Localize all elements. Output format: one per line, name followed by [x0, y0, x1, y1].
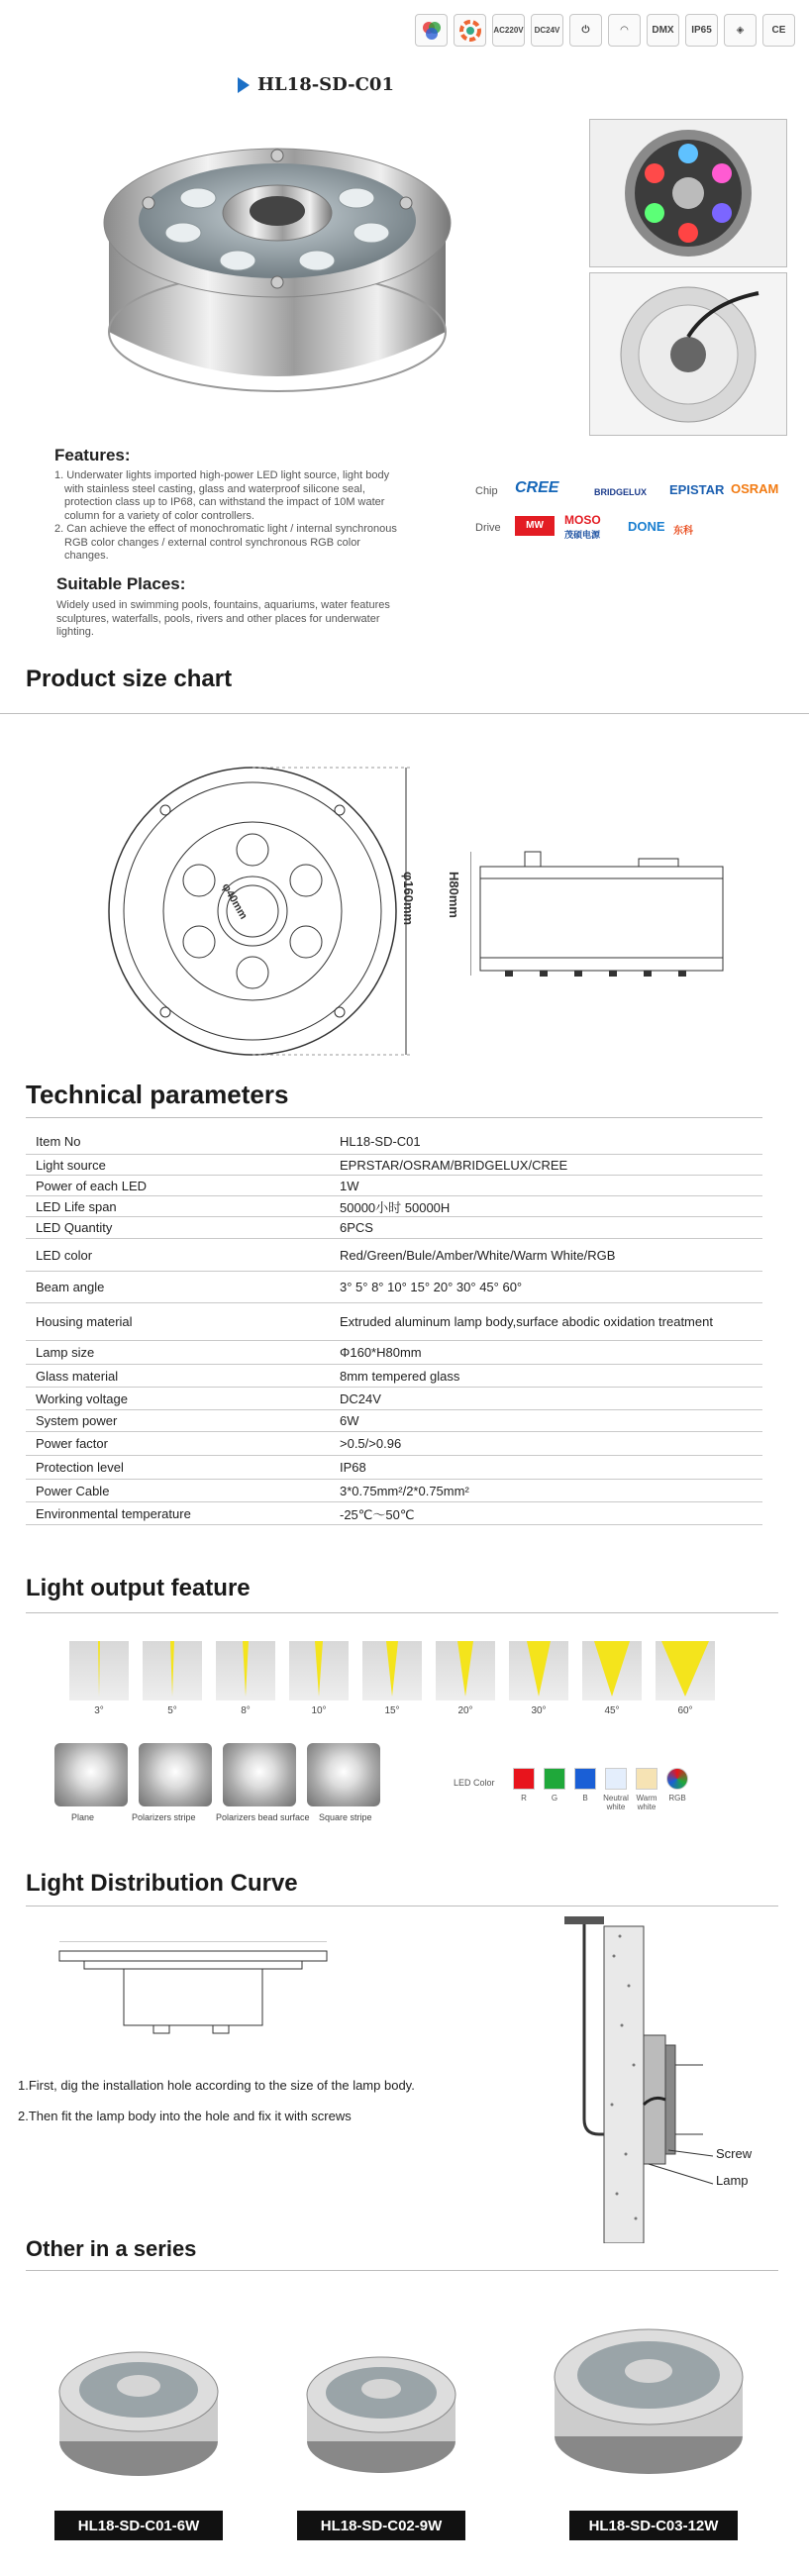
table-row: Lamp size Φ160*H80mm — [26, 1341, 762, 1365]
table-row: Housing material Extruded aluminum lamp body,surface abodic oxidation treatment — [26, 1303, 762, 1341]
lens-polarizers-bead — [223, 1743, 296, 1806]
dc24v-icon: DC24V — [531, 14, 563, 47]
table-row: LED Life span 50000小时 50000H — [26, 1196, 762, 1217]
done-cn-label: 东科 — [673, 526, 693, 537]
table-row: Light source EPRSTAR/OSRAM/BRIDGELUX/CREE — [26, 1155, 762, 1176]
screw-label: Screw — [716, 2146, 753, 2161]
beam-sample — [582, 1641, 642, 1700]
lens-label: Polarizers stripe — [132, 1812, 196, 1822]
certification-icon-strip — [415, 14, 795, 47]
color-swatch-label: Neutral white — [603, 1794, 629, 1811]
moso-cn-label: 茂硕电源 — [564, 530, 601, 540]
cree-logo: CREE — [515, 479, 559, 496]
series-photo-3 — [550, 2308, 748, 2486]
power-icon: ⏻ — [569, 14, 602, 47]
height-label: H80mm — [447, 872, 461, 918]
chip-label: Chip — [475, 485, 498, 497]
install-step-2: 2.Then fit the lamp body into the hole and fix it with screws — [18, 2109, 352, 2123]
beam-angle-label: 20° — [457, 1705, 473, 1716]
table-row: Protection level IP68 — [26, 1456, 762, 1480]
features-heading: Features: — [54, 446, 131, 464]
beam-angle-label: 3° — [94, 1705, 104, 1716]
beam-angle-label: 15° — [384, 1705, 400, 1716]
lens-label: Square stripe — [319, 1812, 372, 1822]
color-swatch — [544, 1768, 565, 1790]
beam-angle-label: 8° — [241, 1705, 251, 1716]
beam-angle-label: 45° — [604, 1705, 620, 1716]
color-wheel-icon — [454, 14, 486, 47]
table-row: LED color Red/Green/Bule/Amber/White/Warm White/RGB — [26, 1239, 762, 1272]
size-chart-title: Product size chart — [26, 666, 233, 692]
triangle-icon — [238, 77, 250, 93]
table-row: Item No HL18-SD-C01 — [26, 1129, 762, 1155]
led-color-label: LED Color — [454, 1778, 495, 1788]
series-photo-2 — [302, 2327, 460, 2486]
beam-sample — [509, 1641, 568, 1700]
distribution-title: Light Distribution Curve — [26, 1870, 298, 1897]
back-photo — [589, 272, 787, 436]
inner-diameter-label: φ40mm — [219, 881, 250, 922]
lens-polarizers-stripe — [139, 1743, 212, 1806]
spec-table — [26, 1129, 762, 1525]
suitable-text: Widely used in swimming pools, fountains, aquariums, water features sculptures, waterfalls, pools, rivers and other places for underwater lighting. — [56, 599, 390, 638]
meanwell-logo: MW — [515, 516, 555, 536]
ac220v-icon: AC220V — [492, 14, 525, 47]
beam-sample — [289, 1641, 349, 1700]
beam-sample — [69, 1641, 129, 1700]
epistar-logo: EPISTAR — [669, 482, 725, 497]
product-title: HL18-SD-C01 — [238, 74, 394, 95]
table-row: Power Cable 3*0.75mm²/2*0.75mm² — [26, 1480, 762, 1502]
beam-sample — [143, 1641, 202, 1700]
color-swatch-label: R — [521, 1794, 527, 1803]
lens-label: Plane — [71, 1812, 95, 1822]
series-title: Other in a series — [26, 2236, 197, 2261]
size-top-view — [104, 763, 431, 1060]
table-row: System power 6W — [26, 1410, 762, 1432]
divider — [0, 713, 809, 714]
install-diagram — [54, 1941, 332, 2040]
color-swatch-label: G — [551, 1794, 558, 1803]
color-swatch-label: Warm white — [636, 1794, 657, 1811]
color-swatch — [574, 1768, 596, 1790]
beam-sample — [436, 1641, 495, 1700]
beam-angle-label: 60° — [677, 1705, 693, 1716]
size-side-view — [470, 847, 777, 995]
table-row: LED Quantity 6PCS — [26, 1217, 762, 1239]
color-swatch — [666, 1768, 688, 1790]
lens-square-stripe — [307, 1743, 380, 1806]
table-row: Power of each LED 1W — [26, 1176, 762, 1196]
ip65-icon: IP65 — [685, 14, 718, 47]
color-swatch-label: B — [582, 1794, 588, 1803]
lens-plane — [54, 1743, 128, 1806]
table-row: Environmental temperature -25℃～50℃ — [26, 1502, 762, 1525]
color-swatch — [605, 1768, 627, 1790]
beam-sample — [216, 1641, 275, 1700]
osram-logo: OSRAM — [731, 481, 779, 496]
dimmer-icon: ◠ — [608, 14, 641, 47]
table-row: Beam angle 3° 5° 8° 10° 15° 20° 30° 45° 60° — [26, 1272, 762, 1303]
features-list: 1. Underwater lights imported high-power LED light source, light body with stainless steel casting, glass and waterproof silicone seal, protection class up to IP68, can withstand the impact of 10M water column for a variety of color controllers. 2. Can achieve the effect of monochromatic light / internal synchronous RGB color changes / external control synchronous RGB color changes. — [54, 469, 397, 562]
rgb-lit-photo — [589, 119, 787, 267]
tech-title: Technical parameters — [26, 1080, 289, 1109]
divider — [26, 1612, 778, 1613]
drive-label: Drive — [475, 522, 501, 534]
color-swatch — [513, 1768, 535, 1790]
ce-icon: CE — [762, 14, 795, 47]
suitable-heading: Suitable Places: — [56, 574, 186, 593]
rgb-icon — [415, 14, 448, 47]
lamp-label: Lamp — [716, 2173, 749, 2188]
series-photo-1 — [54, 2322, 223, 2491]
beam-angle-label: 5° — [167, 1705, 177, 1716]
certification-icon: ◈ — [724, 14, 757, 47]
lens-label: Polarizers bead surface — [216, 1812, 310, 1822]
beam-sample — [362, 1641, 422, 1700]
series-caption-1: HL18-SD-C01-6W — [54, 2511, 223, 2540]
beam-angle-label: 30° — [531, 1705, 547, 1716]
series-caption-3: HL18-SD-C03-12W — [569, 2511, 738, 2540]
beam-angle-label: 10° — [311, 1705, 327, 1716]
diameter-label: φ160mm — [401, 872, 416, 926]
light-output-title: Light output feature — [26, 1575, 251, 1601]
beam-sample — [656, 1641, 715, 1700]
divider — [26, 1117, 762, 1118]
table-row: Glass material 8mm tempered glass — [26, 1365, 762, 1388]
moso-logo: MOSO — [564, 513, 601, 527]
divider — [26, 2270, 778, 2271]
series-caption-2: HL18-SD-C02-9W — [297, 2511, 465, 2540]
color-swatch-label: RGB — [668, 1794, 686, 1803]
done-logo: DONE — [628, 519, 665, 534]
table-row: Power factor >0.5/>0.96 — [26, 1432, 762, 1456]
wall-install-diagram — [475, 1916, 772, 2243]
table-row: Working voltage DC24V — [26, 1388, 762, 1410]
product-photo — [89, 104, 465, 431]
color-swatch — [636, 1768, 657, 1790]
bridgelux-logo: BRIDGELUX — [594, 487, 648, 497]
dmx-icon: DMX — [647, 14, 679, 47]
install-step-1: 1.First, dig the installation hole according to the size of the lamp body. — [18, 2078, 415, 2093]
